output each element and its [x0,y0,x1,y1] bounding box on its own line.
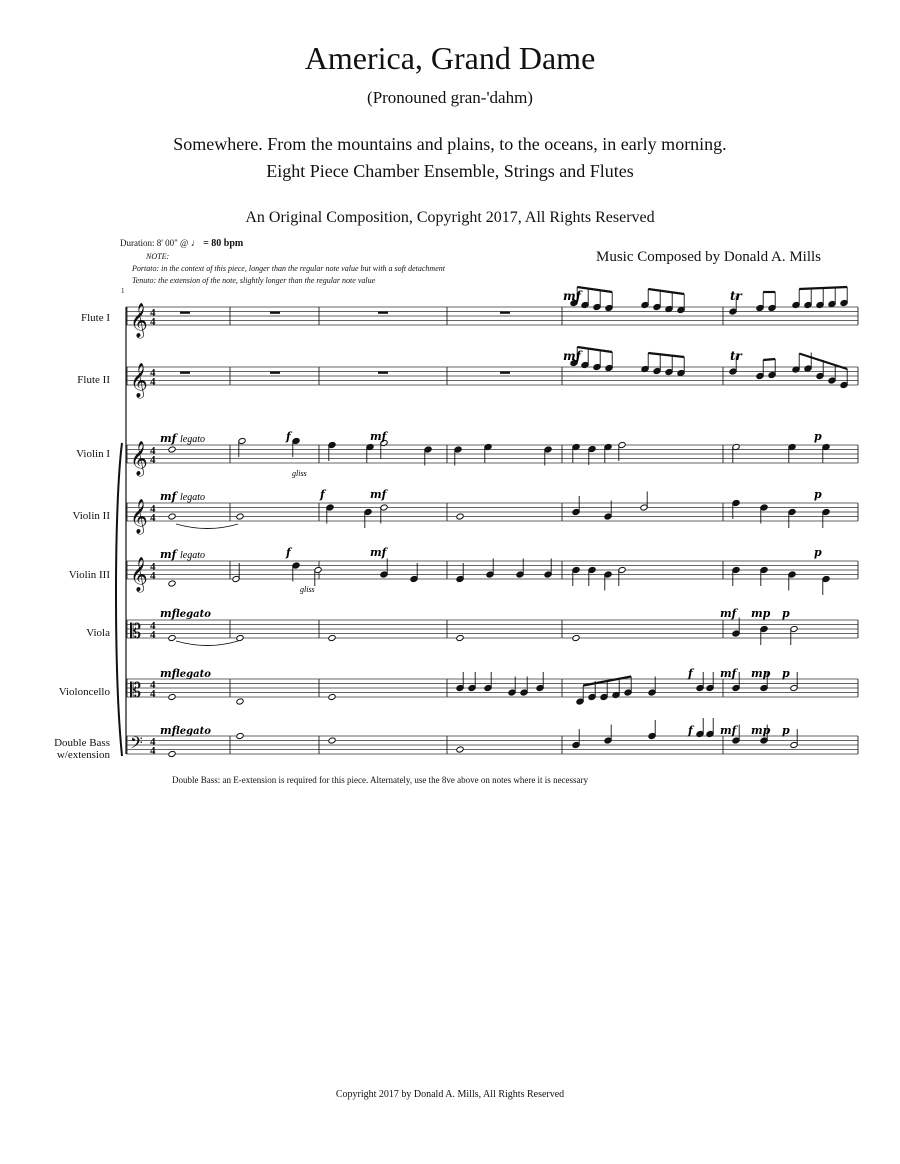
eighth-note [840,287,848,307]
instrument-label: Violin I [76,448,110,460]
whole-rest [270,372,280,374]
eighth-note [456,672,464,692]
whole-note [168,634,176,641]
quarter-note [484,443,492,463]
eighth-note [593,351,601,371]
quarter-note [410,563,418,583]
eighth-note [756,292,764,312]
whole-note [328,634,336,641]
whole-note [456,634,464,641]
note-head [236,513,244,520]
dynamic-mf: mf [720,724,737,737]
string-bracket [116,443,122,756]
quarter-note [366,443,374,463]
whole-rest [500,372,510,374]
dynamic-p: p [814,488,822,501]
note-head [168,580,176,587]
time-signature-bottom: 4 [150,512,156,524]
tenor-clef: 𝄡 [130,680,142,702]
dynamic-mp: mp [751,667,771,680]
eighth-note [756,360,764,380]
half-note [790,625,798,645]
note-head [236,634,244,641]
note-heading: NOTE: [146,252,170,261]
instrument-label: Flute II [77,374,110,386]
whole-rest [500,312,510,314]
eighth-note [665,356,673,376]
beam [648,353,684,357]
note-head [456,513,464,520]
eighth-note [604,443,612,463]
time-signature-bottom: 4 [150,629,156,641]
eighth-note [604,571,612,591]
note-head [236,698,244,705]
quarter-note [822,575,830,595]
dynamic-p: p [782,607,790,620]
expression-legato: legato [180,550,205,561]
eighth-note [581,289,589,309]
description-line-1: Somewhere. From the mountains and plains, to the oceans, in early morning. [173,134,727,154]
eighth-note [653,291,661,311]
note-portato: Portato: in the context of this piece, longer than the regular note value but with a soft detachment [132,264,445,273]
dynamic-mf: mf [160,548,177,561]
expression-legato: legato [176,609,211,620]
eighth-note [364,508,372,528]
quarter-note [732,566,740,586]
whole-note [168,580,176,587]
whole-note [168,446,176,453]
time-signature-top: 4 [150,307,156,319]
quarter-note [732,618,740,638]
half-note [232,563,240,583]
whole-note [168,513,176,520]
dotted-quarter-note [648,720,656,740]
dotted-quarter-note [648,677,656,697]
eighth-note [804,289,812,309]
whole-note [328,693,336,700]
quarter-note [732,499,740,519]
quarter-note [516,559,524,579]
whole-note [236,698,244,705]
eighth-note [840,369,848,389]
quarter-note [788,508,796,528]
note-head [236,732,244,739]
time-signature-top: 4 [150,367,156,379]
expression-legato: legato [180,434,205,445]
page-title: America, Grand Dame [304,40,596,76]
half-note [790,729,798,749]
whole-note [168,693,176,700]
quarter-note [572,729,580,749]
dynamic-mp: mp [751,724,771,737]
half-note [732,443,740,463]
treble-clef: 𝄞 [130,364,148,397]
quarter-note [760,625,768,645]
eighth-note [768,359,776,379]
quarter-note [454,446,462,466]
tie [176,524,238,529]
dynamic-mf: mf [563,349,581,363]
quarter-note [544,446,552,466]
eighth-note [605,292,613,312]
note-head [168,446,176,453]
treble-clef: 𝄞 [130,304,148,337]
eighth-note [593,291,601,311]
dynamic-p: p [814,430,822,443]
note-head [456,634,464,641]
half-note [314,566,322,586]
beam [763,359,775,360]
time-signature-bottom: 4 [150,570,156,582]
whole-note [328,737,336,744]
time-signature-bottom: 4 [150,376,156,388]
eighth-note [572,443,580,463]
time-signature-bottom: 4 [150,454,156,466]
copyright-footer: Copyright 2017 by Donald A. Mills, All Rights Reserved [335,1089,565,1100]
time-signature-top: 4 [150,445,156,457]
quarter-note [788,443,796,463]
time-signature-top: 4 [150,679,156,691]
instrument-name: Double Bass [54,737,110,749]
quarter-note [484,672,492,692]
quarter-note [328,441,336,461]
quarter-note [486,559,494,579]
dynamic-mf: mf [370,546,387,559]
eighth-note [768,292,776,312]
dynamic-mf: mf [370,488,387,501]
whole-note [236,634,244,641]
instrument-label: Violoncello [58,686,110,698]
dynamic-p: p [782,724,790,737]
note-head [328,634,336,641]
beam [648,289,684,294]
note-head [168,513,176,520]
eighth-note [605,352,613,372]
dynamic-f: f [688,724,693,737]
quarter-note [760,566,768,586]
note-head [168,634,176,641]
eighth-note [653,355,661,375]
sixteenth-note [612,679,620,699]
dynamic-mf: mf [720,667,737,680]
quarter-note [822,443,830,463]
whole-rest [378,312,388,314]
quarter-note [604,501,612,521]
dynamic-p: p [814,546,822,559]
instrument-label: Violin II [72,510,110,522]
description-line-2: Eight Piece Chamber Ensemble, Strings and Flutes [266,161,634,181]
eighth-note [572,566,580,586]
instrument-label: Violin III [68,569,110,581]
trill-mark: tr [730,349,742,363]
tempo-marking: ♩ = 80 bpm [190,238,244,249]
expression-legato: legato [176,726,211,737]
sixteenth-note [706,672,714,692]
whole-note [572,634,580,641]
whole-note [456,513,464,520]
sixteenth-note [696,718,704,738]
dynamic-mf: mf [160,724,177,737]
quarter-note [822,508,830,528]
eighth-note [468,672,476,692]
sixteenth-note [600,681,608,701]
whole-rest [378,372,388,374]
composer-credit: Music Composed by Donald A. Mills [596,249,822,265]
note-head [572,634,580,641]
bass-clef: 𝄢 [130,734,143,757]
quarter-note [572,496,580,516]
measure-number: 1 [121,287,125,295]
half-note [618,566,626,586]
quarter-note [456,563,464,583]
instrument-label: Flute I [80,312,110,324]
eighth-note [641,353,649,373]
time-signature-bottom: 4 [150,745,156,757]
treble-clef: 𝄞 [130,442,148,475]
time-signature-top: 4 [150,561,156,573]
tie [176,641,238,646]
original-composition-note: An Original Composition, Copyright 2017, All Rights Reserved [245,209,655,226]
eighth-note [828,365,836,385]
dynamic-mf: mf [160,607,177,620]
half-note [790,672,798,692]
note-head [456,746,464,753]
eighth-note [816,360,824,380]
dynamic-f: f [286,430,291,443]
dynamic-mf: mf [160,490,177,503]
eighth-note [792,354,800,374]
pronunciation-subtitle: (Pronouned gran-'dahm) [367,88,533,107]
time-signature-top: 4 [150,620,156,632]
sixteenth-note [706,718,714,738]
trill-mark: tr [730,289,742,303]
sixteenth-note [576,686,584,706]
note-head [328,693,336,700]
treble-clef: 𝄞 [130,500,148,533]
eighth-note [581,349,589,369]
eighth-note [828,288,836,308]
time-signature-top: 4 [150,503,156,515]
dynamic-mf: mf [720,607,737,620]
duration-label: Duration: 8' 00" @ [120,238,189,248]
whole-rest [180,372,190,374]
eighth-note [520,677,528,697]
instrument-label: Viola [86,627,110,639]
eighth-note [677,294,685,314]
alto-clef: 𝄡 [130,621,142,643]
instrument-name-extension: w/extension [56,749,110,761]
double-bass-footnote: Double Bass: an E-extension is required for this piece. Alternately, use the 8ve above on notes where it is necessary [172,775,589,785]
quarter-note [380,559,388,579]
whole-note [456,746,464,753]
dynamic-mf: mf [563,289,581,303]
whole-note [236,732,244,739]
eighth-note [792,289,800,309]
half-note [618,441,626,461]
eighth-note [665,293,673,313]
eighth-note [816,289,824,309]
gliss-marking: gliss [292,469,307,478]
sixteenth-note [624,677,632,697]
dynamic-mf: mf [160,667,177,680]
beam [799,287,847,289]
quarter-note [544,559,552,579]
quarter-note [788,571,796,591]
half-note [640,492,648,512]
time-signature-bottom: 4 [150,316,156,328]
dynamic-f: f [688,667,693,680]
dotted-quarter-note [326,504,334,524]
whole-rest [270,312,280,314]
whole-note [168,750,176,757]
expression-legato: legato [176,669,211,680]
eighth-note [641,289,649,309]
eighth-note [588,566,596,586]
expression-legato: legato [180,492,205,503]
dynamic-mp: mp [751,607,771,620]
sixteenth-note [696,672,704,692]
eighth-note [292,562,300,582]
note-head [168,693,176,700]
whole-rest [180,312,190,314]
note-tenuto: Tenuto: the extension of the note, slightly longer than the regular note value [132,276,376,285]
dynamic-p: p [782,667,790,680]
quarter-note [424,446,432,466]
quarter-note [604,725,612,745]
time-signature-top: 4 [150,736,156,748]
half-note [380,504,388,524]
dynamic-mf: mf [370,430,387,443]
whole-note [236,513,244,520]
note-head [168,750,176,757]
treble-clef: 𝄞 [130,558,148,591]
time-signature-bottom: 4 [150,688,156,700]
dynamic-f: f [320,488,325,501]
eighth-note [508,677,516,697]
quarter-note [760,504,768,524]
quarter-note [536,672,544,692]
dynamic-f: f [286,546,291,559]
eighth-note [588,445,596,465]
beam [577,347,612,352]
beam [577,287,612,292]
dynamic-mf: mf [160,432,177,445]
note-head [328,737,336,744]
gliss-marking: gliss [300,585,315,594]
